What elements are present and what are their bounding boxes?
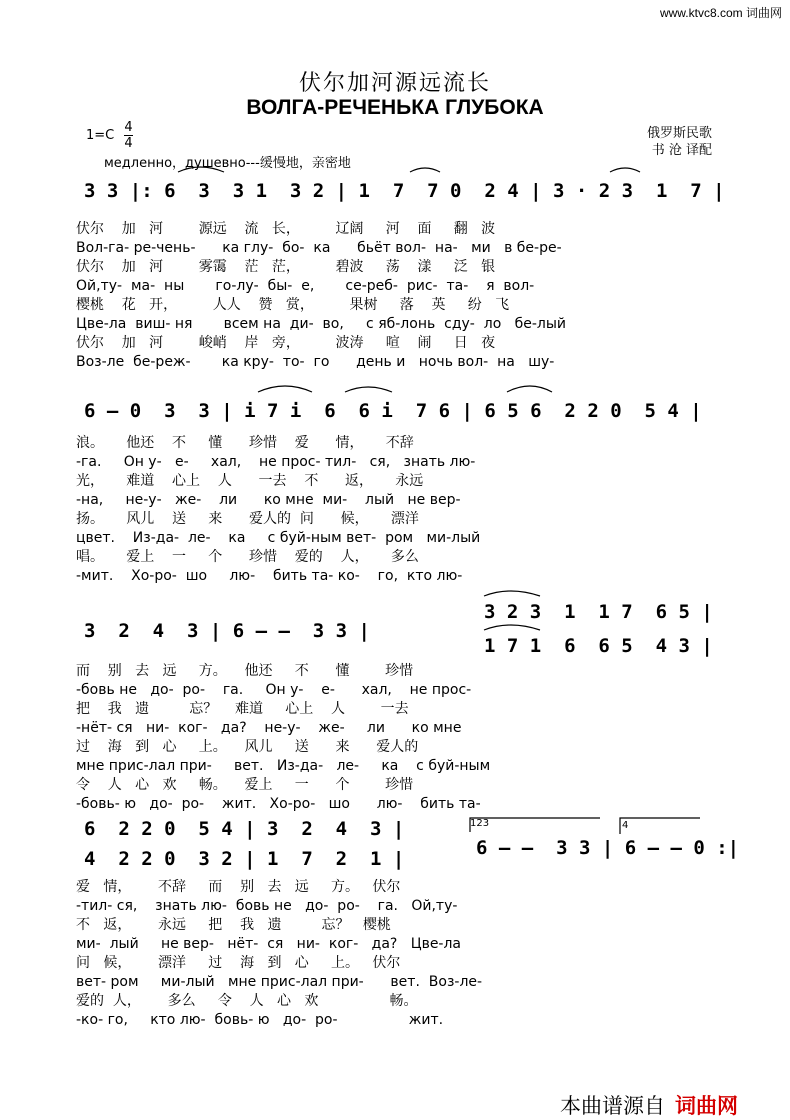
slur-mark [410,168,440,172]
meter-top: 4 [124,120,133,135]
key-signature: 1=C [86,128,115,143]
lyric-line: ми- лый не вер- нёт- ся ни- ког- да? Цве-ла [76,936,462,952]
lyric-line: 扬。 风儿 送 来 爱人的 问 候， 漂洋 [76,511,419,527]
lyric-line: 伏尔 加 河 源远 流 长， 辽阔 河 面 翻 波 [76,221,496,237]
slur-mark [345,387,392,392]
lyric-line: Вол-га- ре-чень- ка глу- бо- ка бьёт вол- на- ми в бе-ре- [76,240,562,256]
footer-source [560,1090,738,1120]
lyric-line: 浪。 他还 不 懂 珍惜 爱 情， 不辞 [76,435,414,451]
slur-mark [178,167,224,172]
lyric-line: -бовь- ю до- ро- жит. Хо-ро- шо лю- бить та- [76,796,481,812]
meter-bottom: 4 [124,136,133,151]
lyric-line: 把 我 遗 忘？ 难道 心上 人 一去 [76,701,409,717]
volta-bracket [470,818,600,832]
system-1-notes: 3 3 |: 6 3 3 1 3 2 | 1 7 7 0 2 4 | 3 · 2 3 1 7 | [84,180,725,202]
system-2-notes: 6 – 0 3 3 | i 7 i 6 6 i 7 6 | 6 5 6 2 2 0 5 4 | [84,400,702,422]
lyric-line: 樱桃 花 开， 人人 赞 赏， 果树 落 英 纷 飞 [76,297,510,313]
lyric-line: 而 别 去 远 方。 他还 不 懂 珍惜 [76,663,414,679]
lyric-line: Ой,ту- ма- ны го-лу- бы- е, се-реб- рис- та- я вол- [76,278,535,294]
slur-mark [484,625,540,630]
slur-mark [507,386,552,392]
lyric-line: 不 返， 永远 把 我 遗 忘？ 樱桃 [76,917,391,933]
lyric-line: 过 海 到 心 上。 风儿 送 来 爱人的 [76,739,419,755]
lyric-line: 唱。 爱上 一 个 珍惜 爱的 人， 多么 [76,549,419,565]
system-3-notes: 3 2 4 3 | 6 – – 3 3 | [84,620,370,642]
lyric-line: -бовь не до- ро- га. Он у- е- хал, не прос- [76,682,472,698]
lyric-line: вет- ром ми-лый мне прис-лал при- вет. Воз-ле- [76,974,483,990]
lyric-line: -нёт- ся ни- ког- да? не-у- же- ли ко мне [76,720,462,736]
system-3-notes-upper: 3 2 3 1 1 7 6 5 | [484,601,713,623]
lyric-line: 伏尔 加 河 雾霭 茫 茫， 碧波 荡 漾 泛 银 [76,259,496,275]
title-russian: ВОЛГА-РЕЧЕНЬКА ГЛУБОКА [246,96,544,119]
lyric-line: 伏尔 加 河 峻峭 岸 旁， 波涛 喧 闹 日 夜 [76,335,496,351]
footer-brand[interactable]: 词曲网 [675,1093,738,1118]
lyric-line: 光， 难道 心上 人 一去 不 返， 永远 [76,473,424,489]
lyric-line: цвет. Из-да- ле- ка с буй-ным вет- ром ми-лый [76,530,481,546]
lyric-line: 令 人 心 欢 畅。 爱上 一 个 珍惜 [76,777,414,793]
lyric-line: -га. Он у- е- хал, не прос- тил- ся, знать лю- [76,454,476,470]
lyric-line: Цве-ла виш- ня всем на ди- во, с яб-лонь сду- ло бе-лый [76,316,567,332]
title-chinese: 伏尔加河源远流长 [298,71,491,96]
lyric-line: 问 候， 漂洋 过 海 到 心 上。 伏尔 [76,955,401,971]
lyric-line: 爱 情， 不辞 而 别 去 远 方。 伏尔 [76,879,401,895]
site-watermark: www.ktvc8.com 词曲网 [659,6,782,20]
slur-mark [610,168,640,172]
slur-mark [484,591,540,596]
slur-mark [258,386,312,392]
lyric-line: -тил- ся, знать лю- бовь не до- ро- га. Ой,ту- [76,898,458,914]
credit-origin: 俄罗斯民歌 [646,126,712,141]
volta-2: 4 [622,820,629,831]
volta-1: 123 [470,818,490,829]
lyric-line: Воз-ле бе-реж- ка кру- то- го день и ночь вол- на шу- [76,354,555,370]
footer-source-text: 本曲谱源自 [560,1094,665,1118]
lyric-line: -ко- го, кто лю- бовь- ю до- ро- жит. [76,1012,444,1028]
system-3-notes-lower: 1 7 1 6 6 5 4 3 | [484,635,713,657]
lyric-line: 爱的 人， 多么 令 人 心 欢 畅。 [76,993,418,1009]
lyric-line: -мит. Хо-ро- шо лю- бить та- ко- го, кто лю- [76,568,463,584]
credit-translator: 书 沧 译配 [651,143,712,158]
tempo-marking: медленно，душевно---缓慢地，亲密地 [104,156,351,171]
system-4-notes: 6 – – 3 3 | 6 – – 0 :| [476,837,740,859]
system-4-notes-upper: 6 2 2 0 5 4 | 3 2 4 3 | [84,818,405,840]
lyric-line: мне прис-лал при- вет. Из-да- ле- ка с буй-ным [76,758,491,774]
volta-bracket [620,818,700,834]
system-4-notes-lower: 4 2 2 0 3 2 | 1 7 2 1 | [84,848,405,870]
lyric-line: -на, не-у- же- ли ко мне ми- лый не вер- [76,492,461,508]
